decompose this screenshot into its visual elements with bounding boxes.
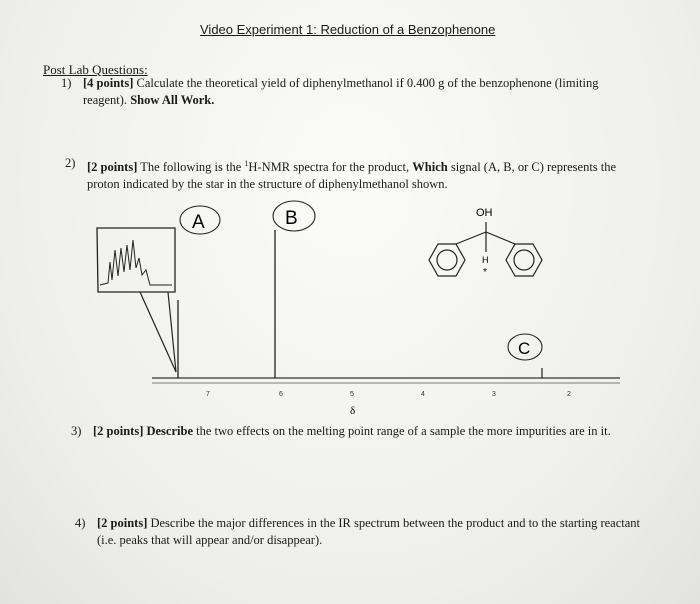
axis-tick: 2 (567, 391, 571, 398)
axis-tick: 6 (279, 391, 283, 398)
question-number: 2) (65, 156, 76, 170)
svg-text:C: C (518, 339, 531, 358)
axis-tick: 3 (492, 391, 496, 398)
question-emphasis: Which (412, 160, 448, 175)
question-text: The following is the (137, 160, 245, 175)
star-marker: * (483, 267, 487, 278)
question-text: H-NMR spectra for the product, (248, 160, 413, 175)
question-text: Describe the major differences in the IR spectrum between the product and to the starting reactant (i.e. peaks that will appear and/or disappear). (97, 516, 640, 547)
question-points: [2 points] (93, 424, 144, 438)
section-heading: Post Lab Questions: (43, 62, 148, 77)
peak-label-a (180, 206, 220, 234)
inset-multiplet (100, 240, 172, 285)
page-title: Video Experiment 1: Reduction of a Benzophenone (200, 22, 496, 37)
peak-label-c (508, 334, 542, 360)
axis-tick: 7 (206, 391, 210, 398)
question-3 (71, 423, 658, 440)
question-points: [2 points] (97, 516, 148, 530)
svg-text:B: B (285, 208, 298, 229)
oh-label: OH (476, 207, 493, 219)
question-number: 3) (71, 424, 82, 438)
superscript: 1 (244, 159, 249, 168)
question-number: 1) (61, 76, 72, 90)
axis-tick: 4 (421, 391, 425, 398)
question-emphasis: Describe (143, 424, 193, 438)
question-text: signal (A, B, or C) represents the proton indicated by the star in the structure of diphenylmethanol shown. (87, 160, 617, 192)
right-benzene-ring (506, 244, 542, 276)
zoom-inset-box (97, 228, 175, 292)
question-number: 4) (75, 516, 86, 530)
question-4 (75, 515, 642, 549)
question-emphasis: Show All Work. (130, 93, 215, 107)
question-points: [4 points] (83, 76, 134, 90)
h-label: H (482, 255, 489, 265)
zoom-callout (140, 292, 176, 372)
question-text: Calculate the theoretical yield of diphenylmethanol if 0.400 g of the benzophenone (limiting reagent). (83, 76, 599, 107)
svg-text:A: A (192, 212, 205, 233)
peak-label-b (273, 201, 315, 231)
axis-tick: 5 (350, 391, 354, 398)
axis-label: δ (350, 405, 356, 417)
left-benzene-ring (429, 244, 465, 276)
question-points: [2 points] (87, 160, 138, 175)
question-text: the two effects on the melting point range of a sample the more impurities are in it. (193, 424, 611, 438)
